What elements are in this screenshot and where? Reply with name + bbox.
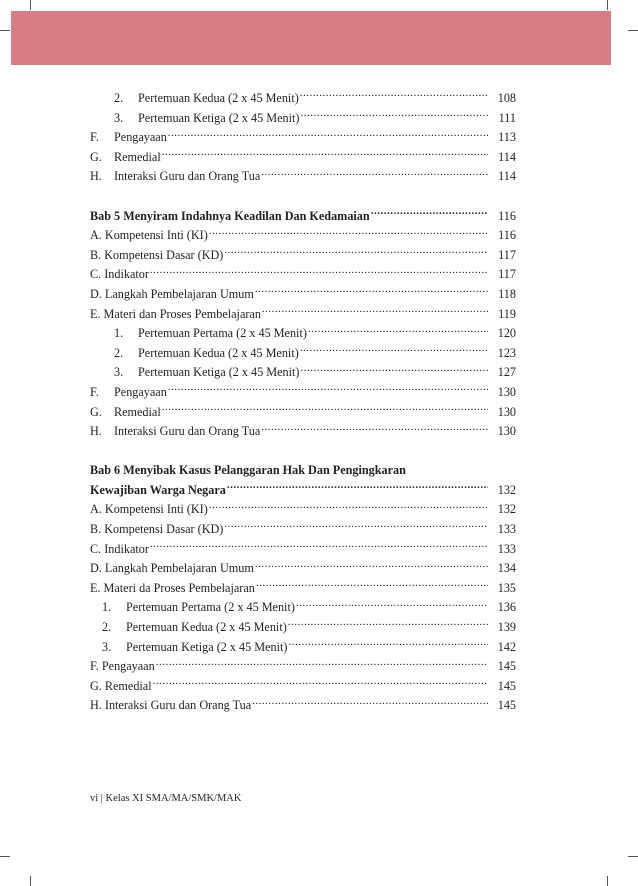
toc-entry[interactable] (90, 246, 516, 266)
dot-leader (288, 639, 488, 651)
toc-page-number: 132 (497, 502, 516, 517)
toc-text: B. Kompetensi Dasar (KD) (90, 247, 224, 262)
toc-text: Interaksi Guru dan Orang Tua (114, 169, 261, 184)
toc-entry[interactable] (90, 344, 516, 364)
dot-leader (150, 266, 488, 278)
dot-leader (300, 364, 488, 376)
toc-page-number: 113 (498, 130, 516, 145)
toc-text: Pertemuan Pertama (2 x 45 Menit) (138, 326, 307, 341)
toc-chapter-bab6-line1[interactable] (90, 461, 516, 481)
toc-text: Interaksi Guru dan Orang Tua (114, 424, 261, 439)
toc-label: 3. (114, 365, 124, 380)
toc-text: E. Materi dan Proses Pembelajaran (90, 306, 261, 321)
dot-leader (256, 580, 488, 592)
toc-page-number: 130 (497, 384, 516, 399)
toc-text: Remedial (114, 404, 161, 419)
crop-mark (0, 30, 10, 31)
crop-mark (607, 876, 608, 886)
toc-text: E. Materi da Proses Pembelajaran (90, 580, 255, 595)
toc-entry[interactable] (90, 540, 516, 560)
toc-text: C. Indikator (90, 267, 149, 282)
toc-page-number: 130 (497, 404, 516, 419)
toc-entry[interactable] (90, 500, 516, 520)
toc-text: C. Indikator (90, 541, 149, 556)
toc-label: H. (90, 424, 102, 439)
toc-page-number: 134 (497, 561, 516, 576)
toc-text: Pertemuan Ketiga (2 x 45 Menit) (138, 110, 300, 125)
toc-page-number: 133 (497, 541, 516, 556)
toc-entry[interactable] (90, 363, 516, 383)
toc-page-number: 139 (497, 620, 516, 635)
toc-text: Pertemuan Pertama (2 x 45 Menit) (126, 600, 295, 615)
toc-text: Pertemuan Kedua (2 x 45 Menit) (138, 91, 299, 105)
toc-text: A. Kompetensi Inti (KI) (90, 228, 208, 243)
toc-label: 1. (102, 600, 112, 615)
toc-text: D. Langkah Pembelajaran Umum (90, 286, 254, 301)
dot-leader (288, 619, 488, 631)
toc-text: Pertemuan Ketiga (2 x 45 Menit) (138, 365, 300, 380)
toc-label: 3. (102, 639, 112, 654)
dot-leader (300, 90, 488, 102)
crop-mark (30, 876, 31, 886)
crop-mark (628, 30, 638, 31)
chapter-title: Bab 5 Menyiram Indahnya Keadilan Dan Kedamaian (90, 208, 370, 223)
spacer (90, 187, 516, 207)
toc-page-number: 145 (497, 659, 516, 674)
dot-leader (300, 110, 488, 122)
dot-leader (300, 345, 488, 357)
dot-leader (209, 501, 488, 513)
dot-leader (227, 482, 488, 494)
toc-page-number: 145 (497, 698, 516, 713)
toc-page-number: 114 (498, 169, 516, 184)
toc-entry[interactable] (90, 520, 516, 540)
toc-chapter-bab5[interactable] (90, 207, 516, 227)
crop-mark (607, 0, 608, 10)
toc-entry[interactable] (90, 167, 516, 187)
dot-leader (168, 129, 488, 141)
spacer (90, 442, 516, 462)
toc-entry[interactable] (90, 305, 516, 325)
header-band (11, 11, 611, 65)
dot-leader (308, 325, 488, 337)
crop-mark (628, 856, 638, 857)
toc-label: 1. (114, 326, 124, 341)
toc-label: F. (90, 384, 99, 399)
toc-page-number: 114 (498, 149, 516, 164)
toc-entry[interactable] (90, 265, 516, 285)
toc-page-number: 108 (497, 91, 516, 105)
toc-page-number: 119 (498, 306, 516, 321)
toc-page-number: 145 (497, 678, 516, 693)
toc-entry[interactable] (90, 618, 516, 638)
toc-entry[interactable] (90, 559, 516, 579)
dot-leader (224, 247, 488, 259)
toc-text: Pertemuan Ketiga (2 x 45 Menit) (126, 639, 288, 654)
toc-chapter-bab6[interactable] (90, 481, 516, 501)
dot-leader (261, 168, 488, 180)
toc-label: F. (90, 130, 99, 145)
dot-leader (156, 658, 488, 670)
toc-entry[interactable] (90, 403, 516, 423)
crop-mark (0, 856, 10, 857)
toc-entry[interactable] (90, 579, 516, 599)
toc-entry[interactable] (90, 657, 516, 677)
dot-leader (371, 208, 488, 220)
dot-leader (255, 286, 488, 298)
toc-text: Pertemuan Kedua (2 x 45 Menit) (138, 345, 299, 360)
toc-label: H. (90, 169, 102, 184)
toc-entry[interactable] (90, 638, 516, 658)
toc-entry[interactable] (90, 89, 516, 109)
toc-label: 2. (114, 91, 124, 105)
toc-entry[interactable] (90, 109, 516, 129)
toc-text: F. Pengayaan (90, 659, 155, 674)
crop-mark (30, 0, 31, 10)
dot-leader (252, 697, 488, 709)
toc-text: Remedial (114, 149, 161, 164)
toc-page-number: 135 (497, 580, 516, 595)
chapter-title-continued: Kewajiban Warga Negara (90, 482, 226, 497)
toc-label: G. (90, 404, 102, 419)
dot-leader (296, 599, 488, 611)
toc-page-number: 136 (497, 600, 516, 615)
toc-text: H. Interaksi Guru dan Orang Tua (90, 698, 252, 713)
toc-page-number: 133 (497, 522, 516, 537)
toc-entry[interactable] (90, 598, 516, 618)
toc-text: Pengayaan (114, 384, 167, 399)
toc-page-number: 117 (498, 267, 516, 282)
dot-leader (168, 384, 488, 396)
dot-leader (262, 306, 488, 318)
toc-text: G. Remedial (90, 678, 152, 693)
toc-entry[interactable] (90, 226, 516, 246)
toc-text: D. Langkah Pembelajaran Umum (90, 561, 254, 576)
toc-page-number: 111 (498, 110, 516, 125)
toc-page-number: 116 (498, 208, 516, 223)
toc-page-number: 117 (498, 247, 516, 262)
dot-leader (153, 678, 488, 690)
table-of-contents (90, 89, 516, 716)
toc-entry[interactable] (90, 696, 516, 716)
dot-leader (150, 541, 488, 553)
toc-entry[interactable] (90, 148, 516, 168)
toc-text: Pertemuan Kedua (2 x 45 Menit) (126, 620, 287, 635)
book-title: Kelas XI SMA/MA/SMK/MAK (105, 793, 242, 804)
toc-entry[interactable] (90, 422, 516, 442)
toc-label: 3. (114, 110, 124, 125)
toc-page-number: 118 (498, 286, 516, 301)
toc-text: A. Kompetensi Inti (KI) (90, 502, 208, 517)
dot-leader (162, 149, 488, 161)
toc-page-number: 123 (497, 345, 516, 360)
chapter-title: Bab 6 Menyibak Kasus Pelanggaran Hak Dan Pengingkaran (90, 463, 406, 478)
dot-leader (162, 404, 488, 416)
toc-page-number: 120 (497, 326, 516, 341)
toc-page-number: 142 (497, 639, 516, 654)
toc-label: 2. (114, 345, 124, 360)
page-number: vi (90, 793, 99, 804)
dot-leader (224, 521, 488, 533)
toc-text: Pengayaan (114, 130, 167, 145)
toc-label: 2. (102, 620, 112, 635)
toc-entry[interactable] (90, 383, 516, 403)
toc-entry[interactable] (90, 324, 516, 344)
toc-label: G. (90, 149, 102, 164)
dot-leader (209, 227, 488, 239)
toc-entry[interactable] (90, 677, 516, 697)
footer-separator: | (100, 793, 103, 804)
toc-page-number: 127 (497, 365, 516, 380)
dot-leader (255, 560, 488, 572)
dot-leader (261, 423, 488, 435)
toc-entry[interactable] (90, 128, 516, 148)
toc-text: B. Kompetensi Dasar (KD) (90, 522, 224, 537)
toc-page-number: 130 (497, 424, 516, 439)
toc-entry[interactable] (90, 285, 516, 305)
page-footer (90, 793, 241, 804)
toc-page-number: 116 (498, 228, 516, 243)
toc-page-number: 132 (497, 482, 516, 497)
